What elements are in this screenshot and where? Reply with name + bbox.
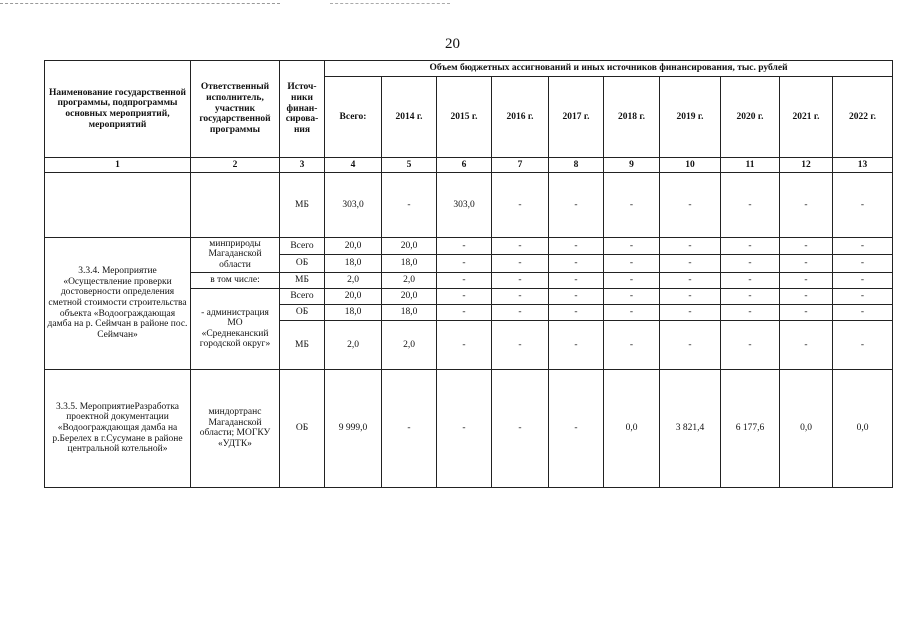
cell-value: 18,0 bbox=[382, 305, 437, 321]
cell-value: - bbox=[382, 369, 437, 487]
cell-value: - bbox=[660, 173, 721, 238]
cell-value: - bbox=[660, 255, 721, 273]
table-row bbox=[45, 237, 893, 255]
cell-value: - bbox=[780, 255, 833, 273]
cell-value: - bbox=[492, 255, 549, 273]
cell-value: 20,0 bbox=[382, 237, 437, 255]
cell-value: - bbox=[780, 305, 833, 321]
cell-value: 2,0 bbox=[325, 272, 382, 288]
cell-value: - bbox=[492, 321, 549, 369]
cell-value: - bbox=[780, 321, 833, 369]
cell-value: - bbox=[549, 321, 604, 369]
cell-value: - bbox=[549, 237, 604, 255]
cell-value: - bbox=[492, 173, 549, 238]
header-year: 2018 г. bbox=[604, 77, 660, 158]
cell-value: - bbox=[492, 369, 549, 487]
header-year: 2022 г. bbox=[833, 77, 893, 158]
header-year: 2019 г. bbox=[660, 77, 721, 158]
activity-executor: минприроды Магаданской области bbox=[191, 237, 280, 272]
column-number: 11 bbox=[721, 157, 780, 172]
cell-value: - bbox=[780, 173, 833, 238]
table-row bbox=[45, 369, 893, 487]
column-number: 8 bbox=[549, 157, 604, 172]
cell-source: МБ bbox=[280, 321, 325, 369]
cell-source: Всего bbox=[280, 237, 325, 255]
cell-source: ОБ bbox=[280, 255, 325, 273]
cell-source: ОБ bbox=[280, 305, 325, 321]
activity-name: 3.3.4. Мероприятие «Осуществление проверки достоверности определения сметной стоимости строительства объекта «Водоограждающая дамба на р. Сеймчан в районе пос. Сеймчан» bbox=[45, 237, 191, 369]
budget-table bbox=[44, 60, 893, 488]
cell-value: - bbox=[833, 237, 893, 255]
cell-value: - bbox=[833, 305, 893, 321]
header-total: Всего: bbox=[325, 77, 382, 158]
cell-value: 0,0 bbox=[780, 369, 833, 487]
cell-value: - bbox=[660, 272, 721, 288]
header-name: Наименование государственной программы, подпрограммы основных мероприятий, мероприятий bbox=[45, 61, 191, 158]
cell-value: 18,0 bbox=[325, 255, 382, 273]
cell-value: - bbox=[604, 255, 660, 273]
cell-value: - bbox=[604, 272, 660, 288]
cell-value: - bbox=[721, 272, 780, 288]
cell-value: - bbox=[549, 173, 604, 238]
cell-value: 0,0 bbox=[604, 369, 660, 487]
activity-executor: - администрация МО «Среднеканский городской округ» bbox=[191, 288, 280, 369]
cell-value: 2,0 bbox=[382, 321, 437, 369]
cell-value: 0,0 bbox=[833, 369, 893, 487]
header-source: Источ-ники финан-сирова-ния bbox=[280, 61, 325, 158]
scan-edge-line bbox=[0, 3, 280, 4]
cell-value: 3 821,4 bbox=[660, 369, 721, 487]
cell-value: - bbox=[437, 305, 492, 321]
header-year: 2020 г. bbox=[721, 77, 780, 158]
header-year: 2021 г. bbox=[780, 77, 833, 158]
cell-value: - bbox=[721, 321, 780, 369]
table-row bbox=[45, 173, 893, 238]
cell-value: - bbox=[604, 305, 660, 321]
column-number: 3 bbox=[280, 157, 325, 172]
header-executor: Ответственный исполнитель, участник государственной программы bbox=[191, 61, 280, 158]
cell-value: - bbox=[833, 173, 893, 238]
cell-empty bbox=[45, 173, 191, 238]
header-year: 2016 г. bbox=[492, 77, 549, 158]
cell-source: МБ bbox=[280, 272, 325, 288]
cell-value: - bbox=[549, 369, 604, 487]
cell-source: МБ bbox=[280, 173, 325, 238]
cell-value: - bbox=[721, 173, 780, 238]
cell-value: - bbox=[660, 237, 721, 255]
column-number: 12 bbox=[780, 157, 833, 172]
cell-value: - bbox=[437, 255, 492, 273]
header-year: 2017 г. bbox=[549, 77, 604, 158]
cell-value: - bbox=[492, 272, 549, 288]
cell-value: - bbox=[549, 272, 604, 288]
cell-value: - bbox=[721, 288, 780, 304]
cell-value: - bbox=[604, 237, 660, 255]
cell-value: 303,0 bbox=[325, 173, 382, 238]
cell-value: - bbox=[833, 288, 893, 304]
cell-value: - bbox=[604, 173, 660, 238]
cell-value: - bbox=[721, 237, 780, 255]
cell-value: 20,0 bbox=[325, 288, 382, 304]
cell-value: 2,0 bbox=[325, 321, 382, 369]
column-number: 2 bbox=[191, 157, 280, 172]
cell-value: - bbox=[660, 288, 721, 304]
cell-value: - bbox=[833, 255, 893, 273]
column-number: 4 bbox=[325, 157, 382, 172]
cell-value: - bbox=[549, 255, 604, 273]
cell-value: - bbox=[437, 321, 492, 369]
cell-value: 20,0 bbox=[382, 288, 437, 304]
cell-value: - bbox=[492, 237, 549, 255]
cell-value: 18,0 bbox=[325, 305, 382, 321]
page-number: 20 bbox=[445, 36, 460, 52]
cell-value: - bbox=[549, 305, 604, 321]
activity-executor: миндортранс Магаданской области; МОГКУ «УДТК» bbox=[191, 369, 280, 487]
cell-value: - bbox=[437, 369, 492, 487]
cell-value: - bbox=[549, 288, 604, 304]
column-number: 1 bbox=[45, 157, 191, 172]
cell-source: Всего bbox=[280, 288, 325, 304]
scan-edge-line bbox=[330, 3, 450, 4]
cell-value: 20,0 bbox=[325, 237, 382, 255]
cell-value: - bbox=[833, 272, 893, 288]
cell-value: - bbox=[492, 288, 549, 304]
cell-value: - bbox=[660, 305, 721, 321]
cell-value: - bbox=[492, 305, 549, 321]
cell-value: - bbox=[780, 272, 833, 288]
executor-including-label: в том числе: bbox=[191, 272, 280, 288]
cell-value: - bbox=[437, 272, 492, 288]
column-number: 6 bbox=[437, 157, 492, 172]
column-number: 5 bbox=[382, 157, 437, 172]
cell-value: - bbox=[604, 288, 660, 304]
column-number: 10 bbox=[660, 157, 721, 172]
cell-value: 9 999,0 bbox=[325, 369, 382, 487]
cell-value: 6 177,6 bbox=[721, 369, 780, 487]
cell-value: - bbox=[780, 288, 833, 304]
header-year: 2014 г. bbox=[382, 77, 437, 158]
cell-value: 18,0 bbox=[382, 255, 437, 273]
cell-value: - bbox=[780, 237, 833, 255]
cell-value: - bbox=[721, 305, 780, 321]
column-number: 9 bbox=[604, 157, 660, 172]
cell-value: 303,0 bbox=[437, 173, 492, 238]
header-year: 2015 г. bbox=[437, 77, 492, 158]
cell-value: - bbox=[833, 321, 893, 369]
cell-empty bbox=[191, 173, 280, 238]
cell-source: ОБ bbox=[280, 369, 325, 487]
activity-name: 3.3.5. МероприятиеРазработка проектной документации «Водоограждающая дамба на р.Берелех в г.Сусумане в районе центральной котельной» bbox=[45, 369, 191, 487]
column-number: 7 bbox=[492, 157, 549, 172]
header-volume: Объем бюджетных ассигнований и иных источников финансирования, тыс. рублей bbox=[325, 61, 893, 77]
cell-value: - bbox=[721, 255, 780, 273]
cell-value: - bbox=[660, 321, 721, 369]
column-number: 13 bbox=[833, 157, 893, 172]
cell-value: - bbox=[437, 237, 492, 255]
cell-value: - bbox=[437, 288, 492, 304]
cell-value: - bbox=[604, 321, 660, 369]
cell-value: - bbox=[382, 173, 437, 238]
cell-value: 2,0 bbox=[382, 272, 437, 288]
